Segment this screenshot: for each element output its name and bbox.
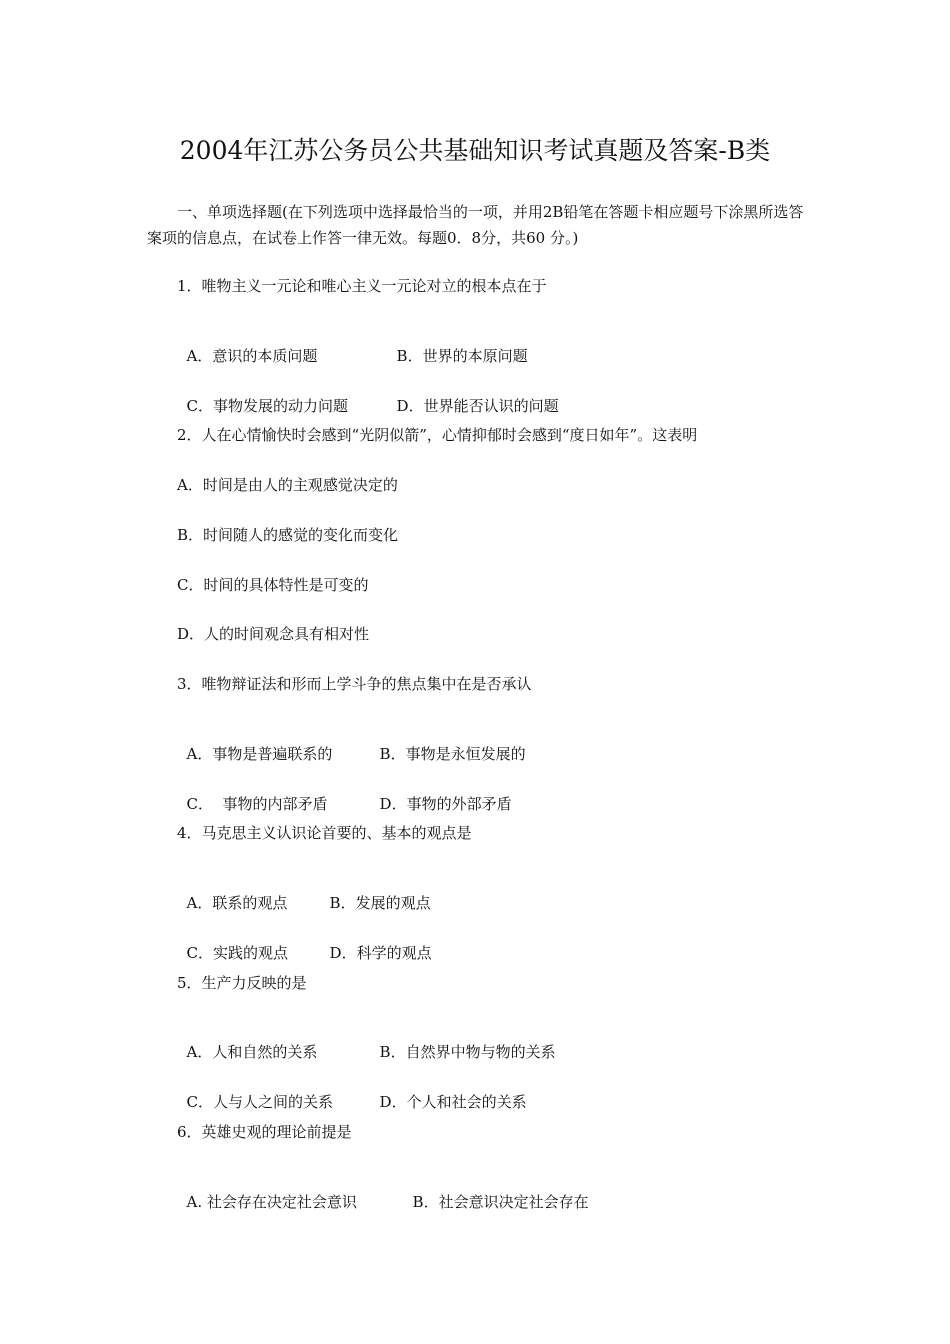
- question-1-stem: 1．唯物主义一元论和唯心主义一元论对立的根本点在于: [177, 277, 547, 295]
- question-2-option-d: D．人的时间观念具有相对性: [177, 625, 370, 643]
- option-a: A．事物是普遍联系的: [186, 745, 333, 763]
- section-intro: 一、单项选择题(在下列选项中选择最恰当的一项，并用2B铅笔在答题卡相应题号下涂黑所选答案项的信息点，在试卷上作答一律无效。每题0．8分，共60 分。): [147, 203, 804, 247]
- question-2-option-b: B．时间随人的感觉的变化而变化: [177, 526, 399, 544]
- question-6-stem: 6．英雄史观的理论前提是: [177, 1123, 352, 1141]
- option-d: D．个人和社会的关系: [379, 1093, 527, 1111]
- question-2-option-c: C．时间的具体特性是可变的: [177, 576, 369, 594]
- question-2-option-a: A．时间是由人的主观感觉决定的: [177, 476, 398, 494]
- option-c: C．事物发展的动力问题: [186, 397, 349, 415]
- option-b: B．世界的本原问题: [396, 347, 528, 365]
- question-1-options-row-2: [177, 376, 559, 416]
- question-3-options-row-2: [177, 774, 512, 814]
- option-a: A．联系的观点: [186, 894, 288, 912]
- option-b: B．发展的观点: [329, 894, 431, 912]
- question-4-options-row-1: [177, 873, 431, 913]
- option-b: B．社会意识决定社会存在: [412, 1193, 589, 1211]
- question-1-options-row-1: [177, 326, 528, 366]
- question-5-stem: 5．生产力反映的是: [177, 974, 307, 992]
- question-4-stem: 4．马克思主义认识论首要的、基本的观点是: [177, 824, 472, 842]
- option-a: A．意识的本质问题: [186, 347, 318, 365]
- question-3-options-row-1: [177, 724, 526, 764]
- document-title: 2004年江苏公务员公共基础知识考试真题及答案-B类: [179, 136, 771, 165]
- option-c: C．人与人之间的关系: [186, 1093, 334, 1111]
- question-3-stem: 3．唯物辩证法和形而上学斗争的焦点集中在是否承认: [177, 675, 532, 693]
- option-d: D．科学的观点: [329, 944, 432, 962]
- option-a: A. 社会存在决定社会意识: [186, 1193, 357, 1211]
- question-5-options-row-1: [177, 1022, 556, 1062]
- question-4-options-row-2: [177, 923, 432, 963]
- question-2-stem: 2．人在心情愉快时会感到“光阴似箭”，心情抑郁时会感到“度日如年”。这表明: [177, 426, 698, 444]
- option-c: C． 事物的内部矛盾: [186, 795, 328, 813]
- option-d: D．世界能否认识的问题: [396, 397, 559, 415]
- option-b: B．自然界中物与物的关系: [379, 1043, 556, 1061]
- option-d: D．事物的外部矛盾: [379, 795, 512, 813]
- option-c: C．实践的观点: [186, 944, 289, 962]
- option-a: A．人和自然的关系: [186, 1043, 318, 1061]
- option-b: B．事物是永恒发展的: [379, 745, 526, 763]
- question-5-options-row-2: [177, 1072, 527, 1112]
- question-6-options-row-1: [177, 1172, 589, 1212]
